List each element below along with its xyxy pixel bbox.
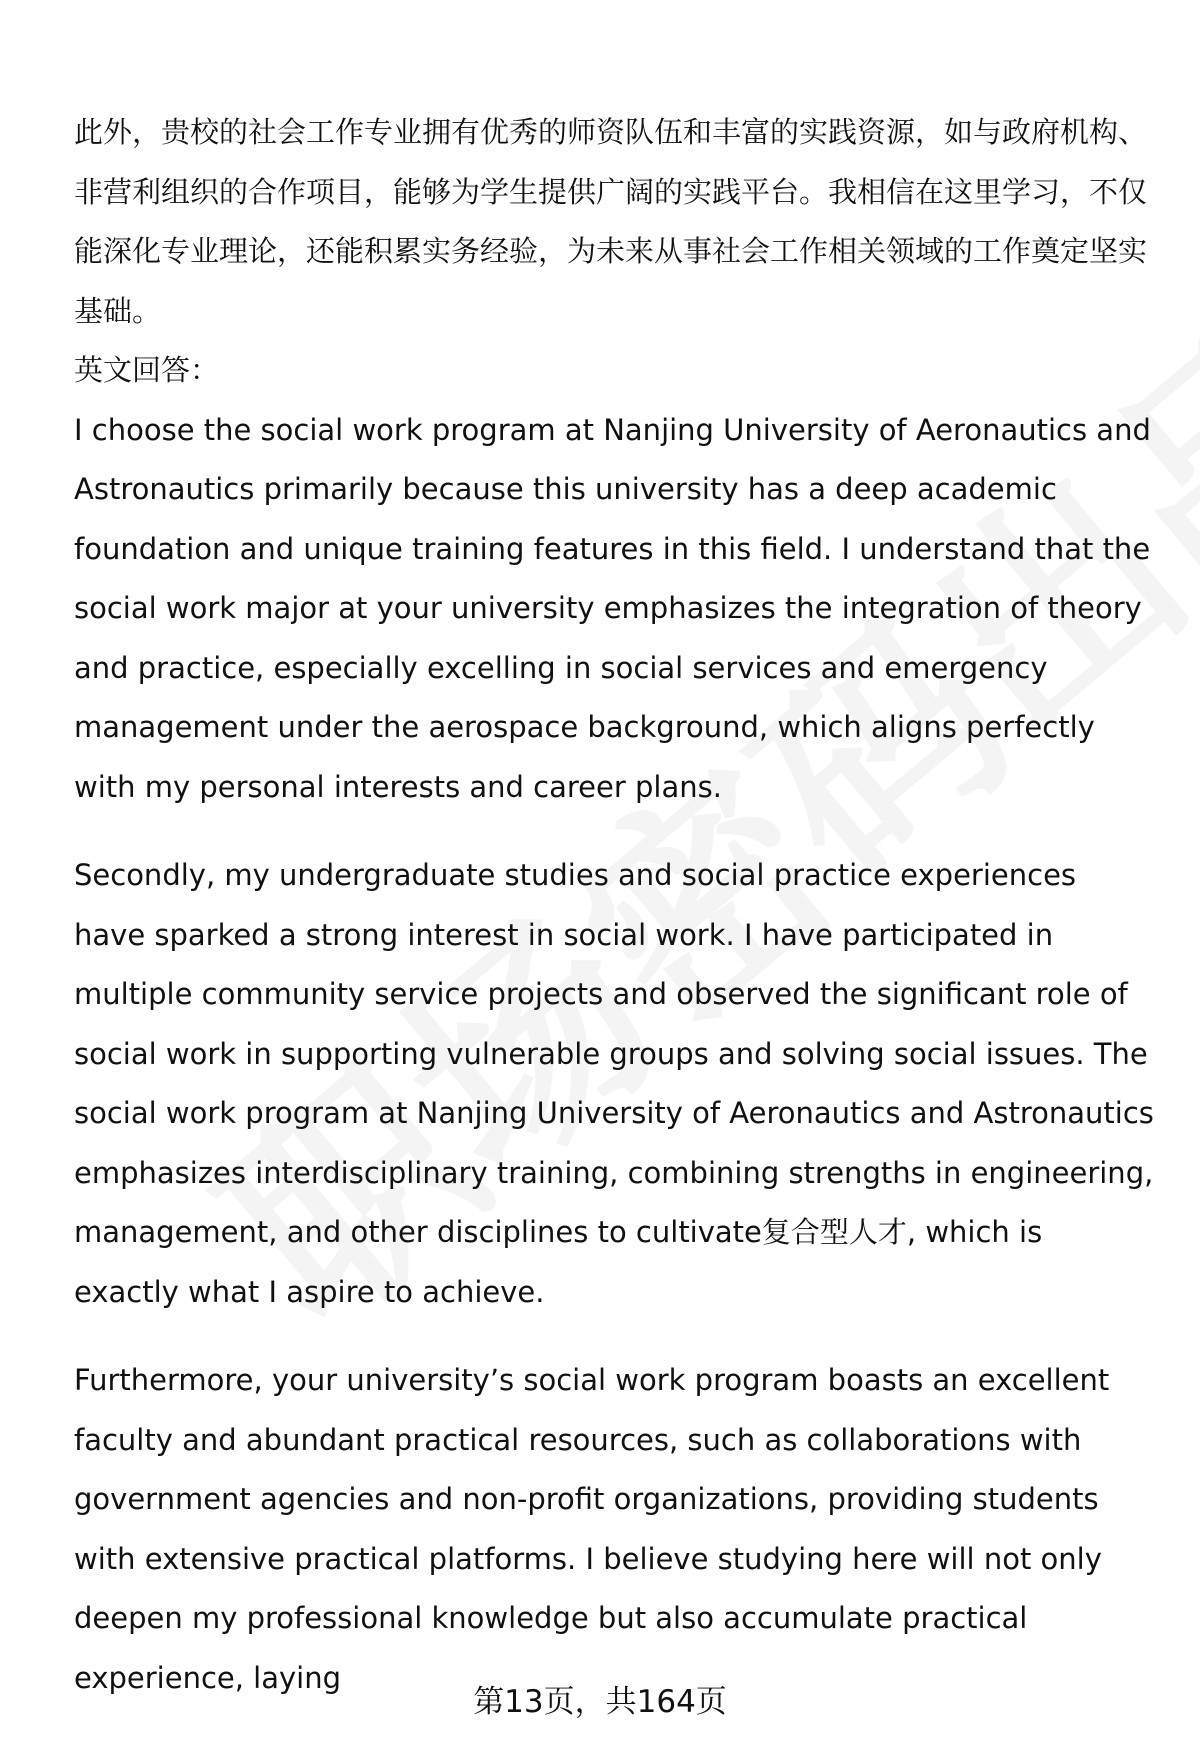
english-paragraph-3: Furthermore, your university’s social work program boasts an excellent faculty and abundant practical resources, such as collaborations with government agencies and non-profit organizations, providing students with extensive practical platforms. I believe studying here will not only deepen my professional knowledge but also accumulate practical experience, laying	[74, 1363, 1110, 1695]
english-answer-label: 英文回答：	[74, 353, 220, 387]
english-paragraph-1: I choose the social work program at Nanjing University of Aeronautics and Astronautics primarily because this university has a deep academic foundation and unique training features in this field. I understand that the social work major at your university emphasizes the integration of theory and practice, especially excelling in social services and emergency management under the aerospace background, which aligns perfectly with my personal interests and career plans.	[74, 412, 1151, 804]
document-body	[74, 103, 1156, 1708]
page-indicator: 第13页，共164页	[473, 1684, 727, 1720]
chinese-paragraph: 此外，贵校的社会工作专业拥有优秀的师资队伍和丰富的实践资源，如与政府机构、非营利组织的合作项目，能够为学生提供广阔的实践平台。我相信在这里学习，不仅能深化专业理论，还能积累实务经验，为未来从事社会工作相关领域的工作奠定坚实基础。	[74, 115, 1148, 328]
english-paragraph-2: Secondly, my undergraduate studies and social practice experiences have sparked a strong interest in social work. I have participated in multiple community service projects and observed the significant role of social work in supporting vulnerable groups and solving social issues. The social work program at Nanjing University of Aeronautics and Astronautics emphasizes interdisciplinary training, combining strengths in engineering, management, and other disciplines to cultivate复合型人才, which is exactly what I aspire to achieve.	[74, 858, 1154, 1309]
